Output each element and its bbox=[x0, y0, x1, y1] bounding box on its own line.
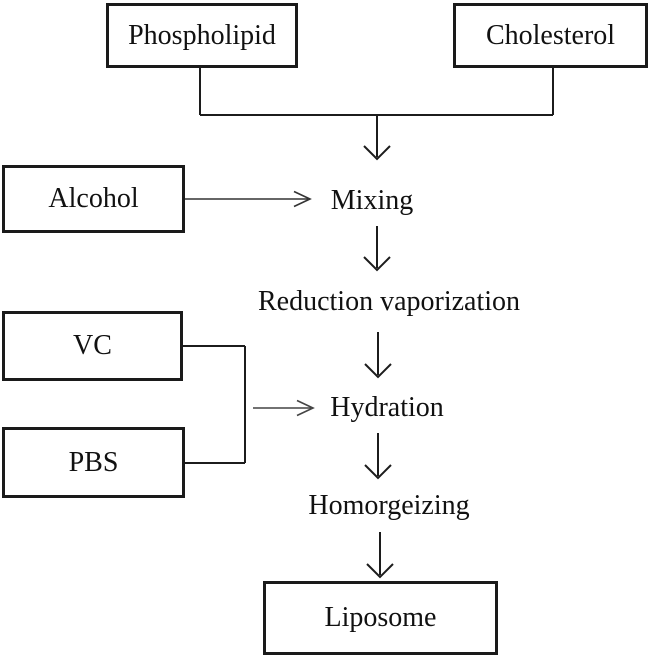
arrow-homogenizing-to-liposome bbox=[367, 532, 393, 577]
arrow-alcohol-to-mixing bbox=[185, 192, 310, 207]
node-phospholipid-label: Phospholipid bbox=[128, 19, 276, 51]
node-pbs-label: PBS bbox=[68, 446, 119, 478]
step-mixing: Mixing bbox=[330, 185, 414, 216]
node-vc-label: VC bbox=[73, 330, 112, 361]
node-alcohol bbox=[2, 165, 185, 233]
node-alcohol-label: Alcohol bbox=[48, 183, 139, 214]
arrow-hydration-to-homogenizing bbox=[365, 433, 391, 478]
arrow-mixing-to-reduction bbox=[364, 226, 390, 270]
step-reduction-vaporization: Reduction vaporization bbox=[257, 286, 521, 317]
node-liposome bbox=[263, 581, 498, 655]
merge-connector-vc-pbs bbox=[183, 346, 245, 463]
step-hydration: Hydration bbox=[330, 392, 444, 423]
arrow-vc-pbs-to-hydration bbox=[253, 401, 313, 416]
step-homogenizing: Homorgeizing bbox=[308, 490, 470, 521]
arrow-reduction-to-hydration bbox=[365, 332, 391, 377]
arrow-merge-to-mixing bbox=[364, 115, 390, 159]
node-pbs bbox=[2, 427, 185, 498]
merge-connector-phospholipid-cholesterol bbox=[200, 68, 553, 115]
node-cholesterol-label: Cholesterol bbox=[485, 19, 616, 51]
node-cholesterol bbox=[453, 3, 648, 68]
node-liposome-label: Liposome bbox=[324, 602, 437, 633]
node-phospholipid bbox=[106, 3, 298, 68]
node-vc bbox=[2, 311, 183, 381]
